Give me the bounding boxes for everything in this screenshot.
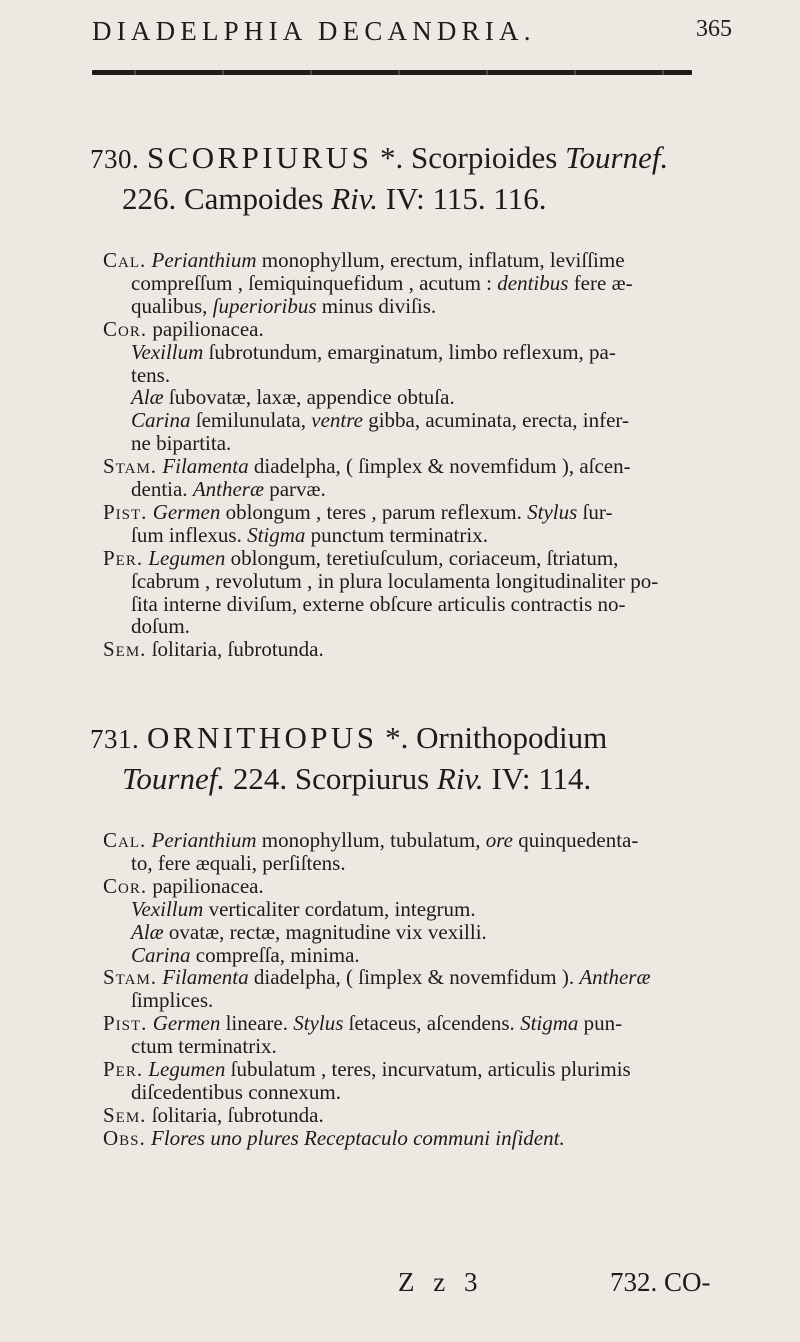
entry-number: 730. bbox=[90, 144, 140, 174]
section-label: Cor. bbox=[103, 316, 148, 341]
text-run: oblongum, teretiuſculum, coriaceum, ſtriatum, bbox=[225, 545, 619, 570]
text-run: doſum. bbox=[131, 614, 190, 639]
text-run: dentia. bbox=[131, 477, 193, 501]
entry-heading-731 bbox=[90, 718, 730, 799]
section-label: Sem. bbox=[103, 1102, 147, 1127]
text-run: ſemilunulata, bbox=[190, 408, 312, 433]
heading-line-2 bbox=[90, 759, 730, 799]
heading-ref-author: Riv. bbox=[331, 181, 379, 216]
section-label: Sem. bbox=[103, 637, 147, 662]
text-line bbox=[103, 500, 612, 525]
heading-synonym: *. Ornithopodium bbox=[385, 720, 608, 755]
section-label: Per. bbox=[103, 1057, 144, 1081]
text-run: ovatæ, rectæ, magnitudine vix vexilli. bbox=[163, 919, 487, 944]
heading-author: Tournef. bbox=[122, 761, 226, 796]
text-line bbox=[131, 569, 658, 594]
text-run: ſetaceus, aſcendens. bbox=[343, 1011, 521, 1036]
heading-ref-author: Riv. bbox=[436, 761, 484, 796]
text-line bbox=[131, 1034, 277, 1059]
text-line bbox=[131, 477, 326, 502]
text-line bbox=[103, 1011, 622, 1036]
text-run: papilionacea. bbox=[147, 316, 264, 341]
section-label: Obs. bbox=[103, 1125, 146, 1150]
text-run: ſimplices. bbox=[131, 988, 214, 1013]
italic-term: Flores uno plures Receptaculo communi inſident. bbox=[151, 1125, 565, 1150]
italic-term: Antheræ bbox=[579, 965, 651, 990]
text-run: ſubovatæ, laxæ, appendice obtuſa. bbox=[163, 385, 455, 410]
italic-term: Perianthium bbox=[151, 248, 257, 272]
text-run: verticaliter cordatum, integrum. bbox=[203, 896, 476, 921]
heading-ref-pages: IV: 114. bbox=[491, 761, 592, 796]
italic-term: ſuperioribus bbox=[212, 293, 317, 318]
italic-term: Carina bbox=[131, 942, 191, 967]
text-run: ſcabrum , revolutum , in plura loculamenta longitudinaliter po- bbox=[131, 568, 659, 593]
text-line bbox=[131, 988, 213, 1013]
text-run: ſubrotundum, emarginatum, limbo reflexum, pa- bbox=[203, 339, 616, 364]
section-label: Cal. bbox=[103, 828, 147, 852]
text-run: ſita interne diviſum, externe obſcure articulis contractis no- bbox=[131, 591, 626, 616]
heading-ref: 226. Campoides bbox=[122, 181, 324, 216]
text-run: punctum terminatrix. bbox=[305, 522, 488, 547]
italic-term: ore bbox=[485, 828, 513, 852]
italic-term: Alæ bbox=[131, 919, 164, 944]
text-line bbox=[103, 248, 625, 273]
text-run: monophyllum, erectum, inflatum, leviſſime bbox=[256, 248, 625, 272]
section-label: Stam. bbox=[103, 965, 158, 990]
italic-term: Stylus bbox=[527, 499, 578, 524]
section-label: Per. bbox=[103, 545, 144, 570]
text-run: diadelpha, ( ſimplex & novemfidum ). bbox=[248, 965, 580, 990]
text-run: compreſſum , ſemiquinquefidum , acutum : bbox=[131, 270, 498, 295]
italic-term: Legumen bbox=[148, 1057, 226, 1081]
italic-term: Legumen bbox=[148, 545, 226, 570]
text-run: fere æ- bbox=[568, 270, 633, 295]
text-line bbox=[103, 317, 264, 342]
text-line bbox=[131, 408, 629, 433]
signature-mark: Z z 3 bbox=[398, 1267, 484, 1297]
text-line bbox=[131, 271, 633, 296]
text-line bbox=[131, 363, 170, 388]
heading-author: Tournef. bbox=[565, 140, 669, 175]
text-run: papilionacea. bbox=[147, 873, 264, 898]
text-line bbox=[103, 828, 638, 853]
text-run: compreſſa, minima. bbox=[190, 942, 360, 967]
text-line bbox=[103, 1057, 631, 1082]
text-run: ſolitaria, ſubrotunda. bbox=[146, 1102, 324, 1127]
heading-ref-pages: IV: 115. 116. bbox=[385, 181, 547, 216]
text-run: ſubulatum , teres, incurvatum, articulis plurimis bbox=[225, 1057, 631, 1081]
heading-line-2 bbox=[90, 179, 730, 219]
page-footer bbox=[0, 1267, 800, 1307]
italic-term: Filamenta bbox=[162, 965, 249, 990]
text-line bbox=[131, 294, 436, 319]
text-line bbox=[103, 1103, 324, 1128]
section-label: Stam. bbox=[103, 454, 158, 479]
text-run: pun- bbox=[578, 1011, 623, 1036]
text-run: ſolitaria, ſubrotunda. bbox=[146, 637, 324, 662]
text-run: monophyllum, tubulatum, bbox=[256, 828, 486, 852]
text-run: ne bipartita. bbox=[131, 431, 232, 456]
text-line bbox=[103, 874, 264, 899]
text-line bbox=[131, 523, 488, 548]
running-header bbox=[92, 16, 732, 56]
section-label: Cal. bbox=[103, 248, 147, 272]
italic-term: Stylus bbox=[293, 1011, 344, 1036]
text-run: to, fere æquali, perſiſtens. bbox=[131, 850, 346, 875]
genus-name: SCORPIURUS bbox=[147, 140, 373, 175]
text-line bbox=[103, 637, 324, 662]
text-line bbox=[131, 897, 476, 922]
entry-heading-730 bbox=[90, 138, 730, 219]
italic-term: Germen bbox=[152, 499, 221, 524]
section-label: Pist. bbox=[103, 1011, 148, 1036]
text-line bbox=[131, 851, 346, 876]
text-run: diſcedentibus connexum. bbox=[131, 1079, 341, 1104]
italic-term: Alæ bbox=[131, 385, 164, 410]
italic-term: Carina bbox=[131, 408, 191, 433]
text-run: minus diviſis. bbox=[316, 293, 437, 318]
italic-term: ventre bbox=[311, 408, 363, 433]
text-run: diadelpha, ( ſimplex & novemfidum ), aſcen- bbox=[248, 454, 631, 479]
text-line bbox=[131, 1080, 341, 1105]
heading-synonym: *. Scorpioides bbox=[380, 140, 558, 175]
text-line bbox=[131, 340, 616, 365]
catchword: 732. CO- bbox=[610, 1267, 711, 1297]
entry-number: 731. bbox=[90, 724, 140, 754]
text-run: ſur- bbox=[577, 499, 613, 524]
text-line bbox=[131, 614, 190, 639]
genus-name: ORNITHOPUS bbox=[147, 720, 378, 755]
text-run: oblongum , teres , parum reflexum. bbox=[220, 499, 528, 524]
text-line bbox=[103, 965, 651, 990]
italic-term: Vexillum bbox=[131, 339, 204, 364]
italic-term: Antheræ bbox=[192, 477, 264, 501]
text-line bbox=[103, 454, 631, 479]
heading-ref: 224. Scorpiurus bbox=[232, 761, 430, 796]
text-run: quinquedenta- bbox=[512, 828, 639, 852]
text-line bbox=[131, 385, 455, 410]
italic-term: Perianthium bbox=[151, 828, 257, 852]
text-line bbox=[131, 943, 360, 968]
text-line bbox=[131, 431, 231, 456]
text-run: ſum inflexus. bbox=[131, 522, 248, 547]
italic-term: Stigma bbox=[520, 1011, 579, 1036]
italic-term: Stigma bbox=[247, 522, 306, 547]
header-rule bbox=[92, 70, 692, 75]
italic-term: Germen bbox=[152, 1011, 221, 1036]
page-number: 365 bbox=[696, 16, 732, 42]
text-line bbox=[131, 920, 487, 945]
text-run: tens. bbox=[131, 362, 171, 387]
text-run: lineare. bbox=[220, 1011, 294, 1036]
text-line bbox=[103, 546, 618, 571]
text-run: gibba, acuminata, erecta, infer- bbox=[362, 408, 629, 433]
italic-term: Filamenta bbox=[162, 454, 249, 479]
running-title: DIADELPHIA DECANDRIA. bbox=[92, 16, 536, 46]
text-line bbox=[103, 1126, 565, 1151]
text-run: ctum terminatrix. bbox=[131, 1034, 277, 1059]
italic-term: dentibus bbox=[497, 270, 569, 295]
text-run: qualibus, bbox=[131, 293, 213, 318]
section-label: Pist. bbox=[103, 499, 148, 524]
text-run: parvæ. bbox=[263, 477, 326, 501]
italic-term: Vexillum bbox=[131, 896, 204, 921]
section-label: Cor. bbox=[103, 873, 148, 898]
text-line bbox=[131, 592, 626, 617]
